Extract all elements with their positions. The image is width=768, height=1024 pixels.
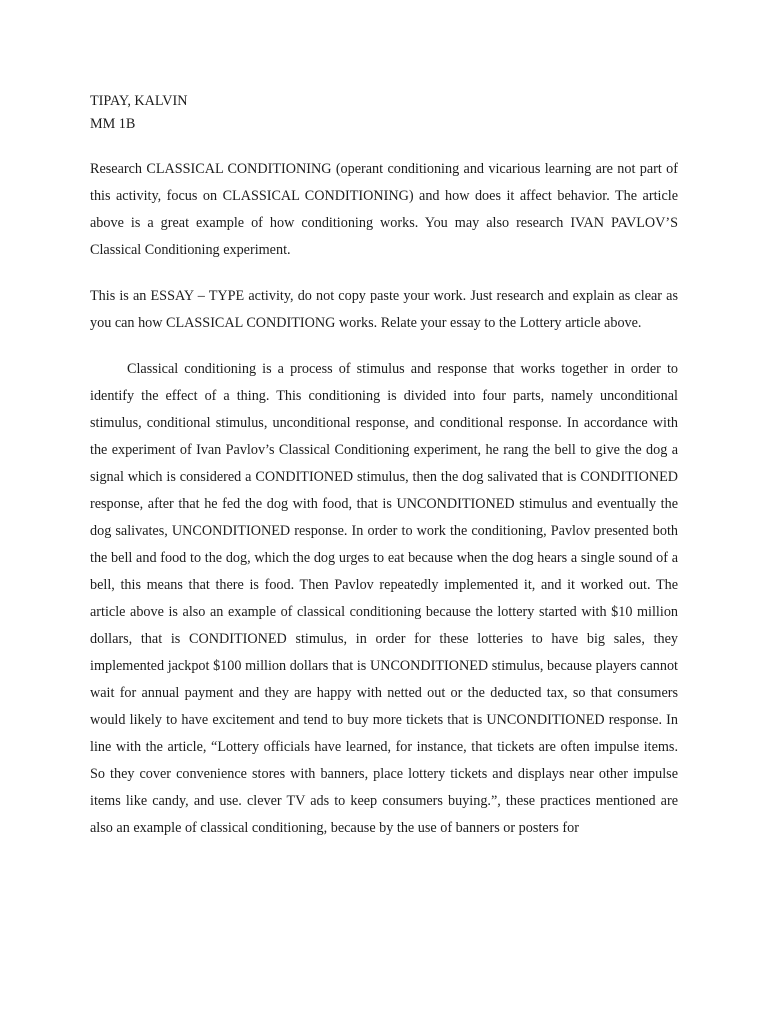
document-page — [90, 90, 678, 842]
instruction-paragraph-research: Research CLASSICAL CONDITIONING (operant conditioning and vicarious learning are not part of this activity, focus on CLASSICAL CONDITIONING) and how does it affect behavior. The article above is a great example of how conditioning works. You may also research IVAN PAVLOV’S Classical Conditioning experiment. — [90, 161, 678, 258]
instruction-paragraph-essay-type: This is an ESSAY – TYPE activity, do not copy paste your work. Just research and explain as clear as you can how CLASSICAL CONDITIONG works. Relate your essay to the Lottery article above. — [90, 288, 678, 331]
student-section: MM 1B — [90, 116, 136, 132]
essay-body-paragraph: Classical conditioning is a process of stimulus and response that works together in order to identify the effect of a thing. This conditioning is divided into four parts, namely unconditional stimulus, conditional stimulus, unconditional response, and conditional response. In accordance with the experiment of Ivan Pavlov’s Classical Conditioning experiment, he rang the bell to give the dog a signal which is considered a CONDITIONED stimulus, then the dog salivated that is CONDITIONED response, after that he fed the dog with food, that is UNCONDITIONED stimulus and eventually the dog salivates, UNCONDITIONED response. In order to work the conditioning, Pavlov presented both the bell and food to the dog, which the dog urges to eat because when the dog hears a single sound of a bell, this means that there is food. Then Pavlov repeatedly implemented it, and it worked out. The article above is also an example of classical conditioning because the lottery started with $10 million dollars, that is CONDITIONED stimulus, in order for these lotteries to have big sales, they implemented jackpot $100 million dollars that is UNCONDITIONED stimulus, because players cannot wait for annual payment and they are happy with netted out or the deducted tax, so that consumers would likely to have excitement and tend to buy more tickets that is UNCONDITIONED response. In line with the article, “Lottery officials have learned, for instance, that tickets are often impulse items. So they cover convenience stores with banners, place lottery tickets and displays near other impulse items like candy, and use. clever TV ads to keep consumers buying.”, these practices mentioned are also an example of classical conditioning, because by the use of banners or posters for — [90, 361, 678, 836]
student-name: TIPAY, KALVIN — [90, 93, 188, 109]
